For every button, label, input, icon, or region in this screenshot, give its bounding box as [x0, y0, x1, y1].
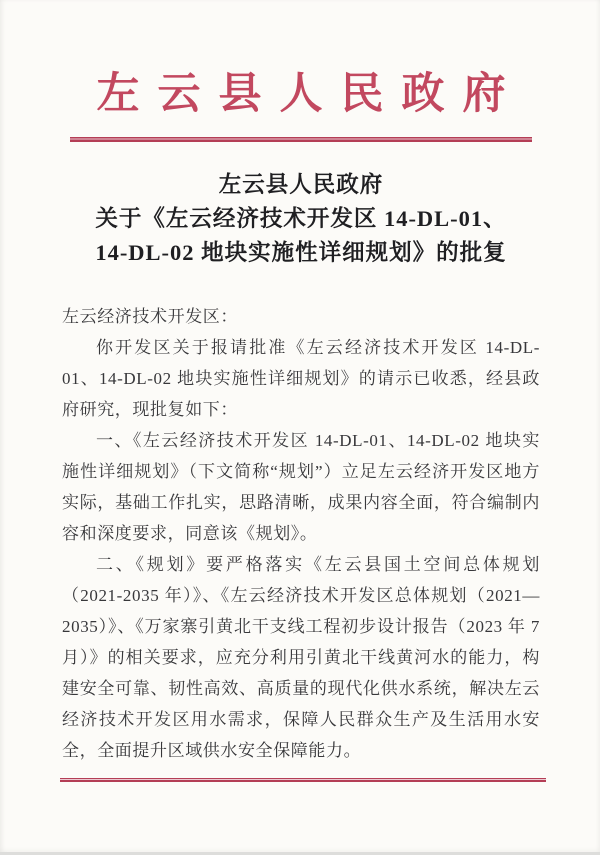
letterhead-divider: [70, 137, 532, 142]
paragraph-intro: 你开发区关于报请批准《左云经济技术开发区 14-DL-01、14-DL-02 地块实施性详细规划》的请示已收悉，经县政府研究，现批复如下：: [62, 338, 540, 419]
document-title-line-3: 14-DL-02 地块实施性详细规划》的批复: [95, 240, 507, 265]
paragraph-item-2: 二、《规划》要严格落实《左云县国土空间总体规划（2021-2035 年）》、《左云经济技术开发区总体规划（2021—2035）》、《万家寨引黄北干支线工程初步设计报告（2023 年 7 月）》的相关要求，应充分利用引黄北干线黄河水的能力，构建安全可靠、韧性高效、高质量的现代化供水系统，解决左云经济技术开发区用水需求，保障人民群众生产及生活用水安全，全面提升区域供水安全保障能力。: [62, 555, 540, 760]
document-title-line-2: 关于《左云经济技术开发区 14-DL-01、: [95, 206, 507, 231]
footer-divider: [60, 778, 546, 782]
salutation: 左云经济技术开发区：: [62, 307, 238, 326]
letterhead-title: 左云县人民政府: [96, 71, 524, 118]
document-body: [62, 301, 540, 766]
document-title: [62, 168, 540, 270]
paragraph-item-1: 一、《左云经济技术开发区 14-DL-01、14-DL-02 地块实施性详细规划》（下文简称“规划”）立足左云经济开发区地方实际，基础工作扎实，思路清晰，成果内容全面，符合编制内容和深度要求，同意该《规划》。: [62, 431, 540, 543]
document-title-line-1: 左云县人民政府: [218, 172, 384, 197]
